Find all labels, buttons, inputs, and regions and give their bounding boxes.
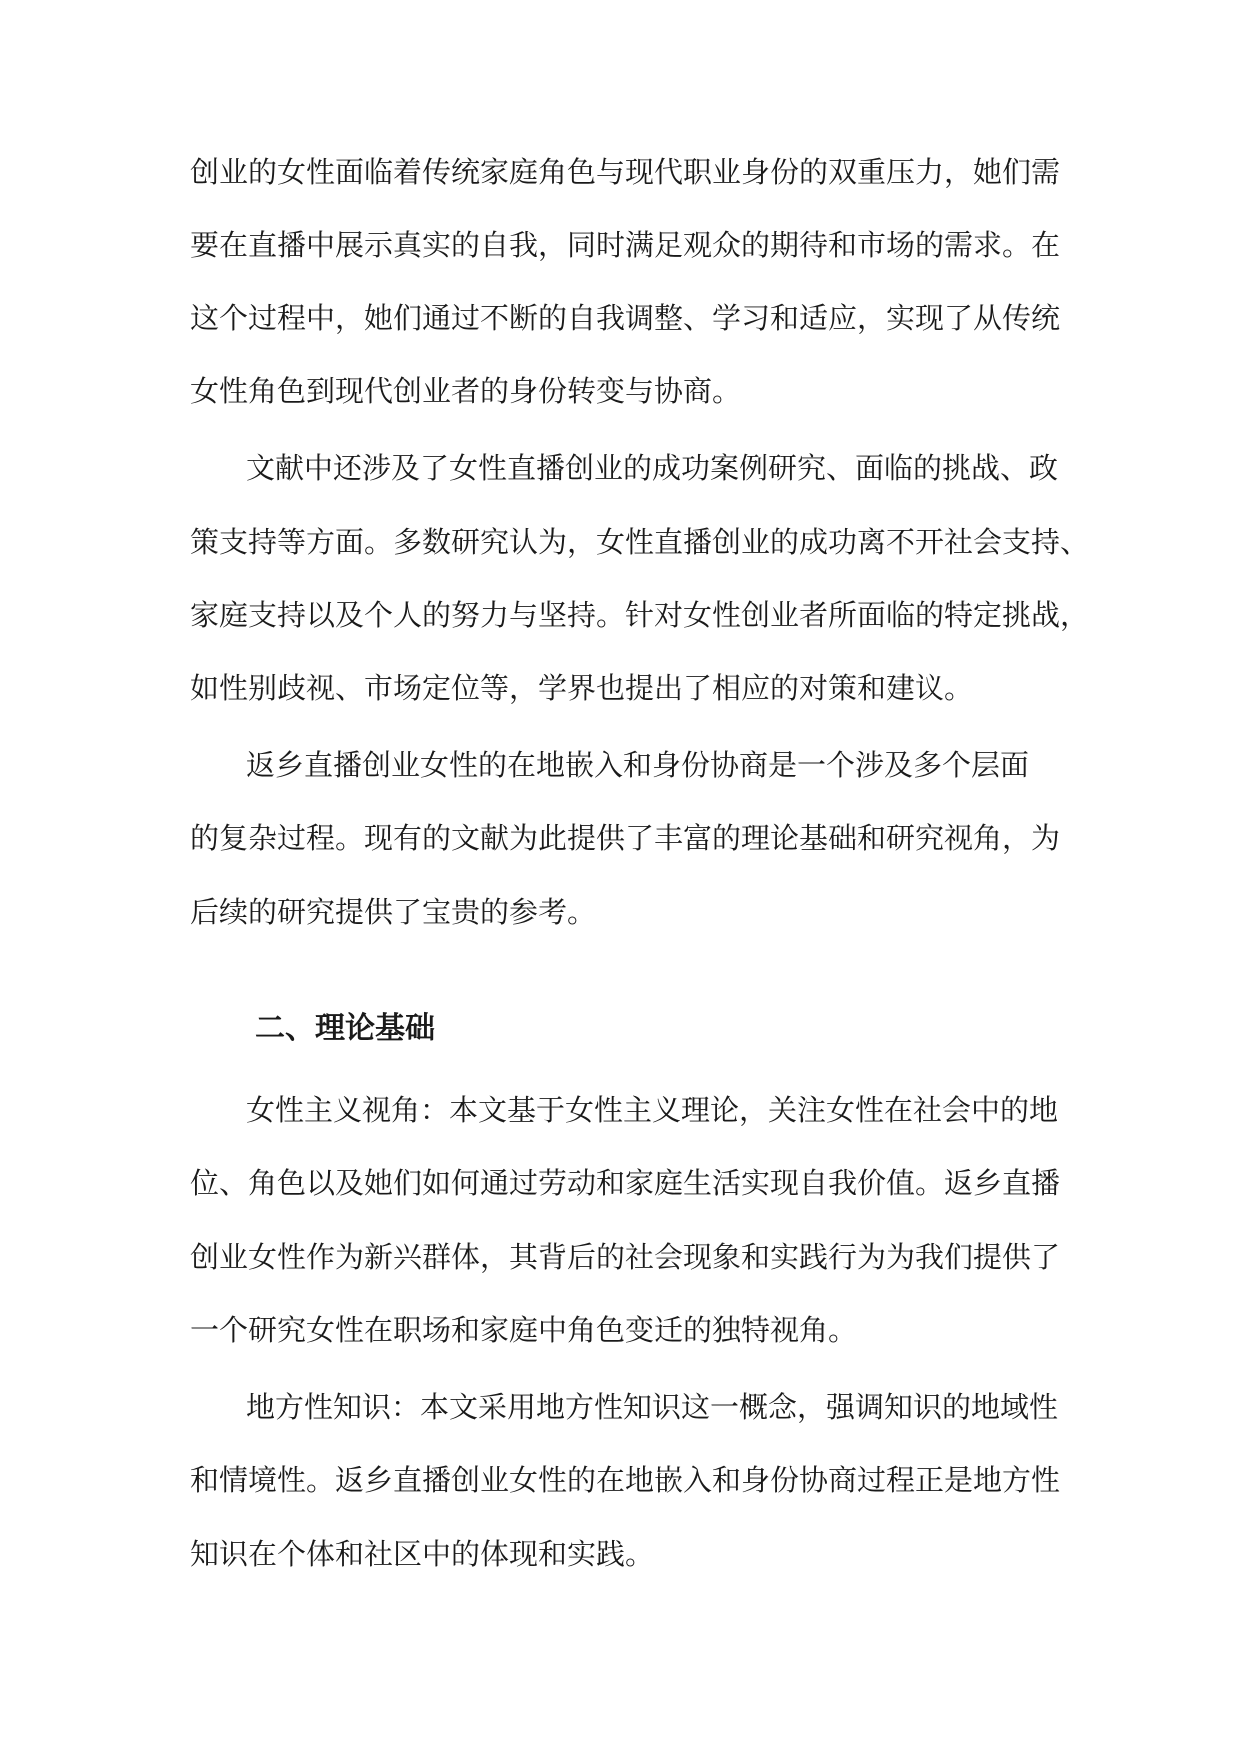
text-line: 的复杂过程。现有的文献为此提供了丰富的理论基础和研究视角，为 [190,821,1061,855]
text-line: 后续的研究提供了宝贵的参考。 [190,895,597,929]
text-line: 一个研究女性在职场和家庭中角色变迁的独特视角。 [190,1313,858,1347]
text-line: 如性别歧视、市场定位等，学界也提出了相应的对策和建议。 [190,671,974,705]
text-line: 女性主义视角：本文基于女性主义理论，关注女性在社会中的地 [246,1093,1059,1127]
text-line: 这个过程中，她们通过不断的自我调整、学习和适应，实现了从传统 [190,301,1061,335]
text-line: 知识在个体和社区中的体现和实践。 [190,1537,655,1571]
text-line: 女性角色到现代创业者的身份转变与协商。 [190,374,742,408]
text-line: 位、角色以及她们如何通过劳动和家庭生活实现自我价值。返乡直播 [190,1166,1061,1200]
text-line: 家庭支持以及个人的努力与坚持。针对女性创业者所面临的特定挑战， [190,598,1090,632]
text-line: 创业的女性面临着传统家庭角色与现代职业身份的双重压力，她们需 [190,155,1061,189]
text-line: 和情境性。返乡直播创业女性的在地嵌入和身份协商过程正是地方性 [190,1463,1061,1497]
text-line: 创业女性作为新兴群体，其背后的社会现象和实践行为为我们提供了 [190,1240,1061,1274]
text-line: 要在直播中展示真实的自我，同时满足观众的期待和市场的需求。在 [190,228,1061,262]
section-heading: 二、理论基础 [255,1011,435,1046]
text-line: 返乡直播创业女性的在地嵌入和身份协商是一个涉及多个层面 [246,748,1030,782]
text-line: 策支持等方面。多数研究认为，女性直播创业的成功离不开社会支持、 [190,525,1090,559]
text-line: 文献中还涉及了女性直播创业的成功案例研究、面临的挑战、政 [246,451,1059,485]
text-line: 地方性知识：本文采用地方性知识这一概念，强调知识的地域性 [246,1390,1059,1424]
